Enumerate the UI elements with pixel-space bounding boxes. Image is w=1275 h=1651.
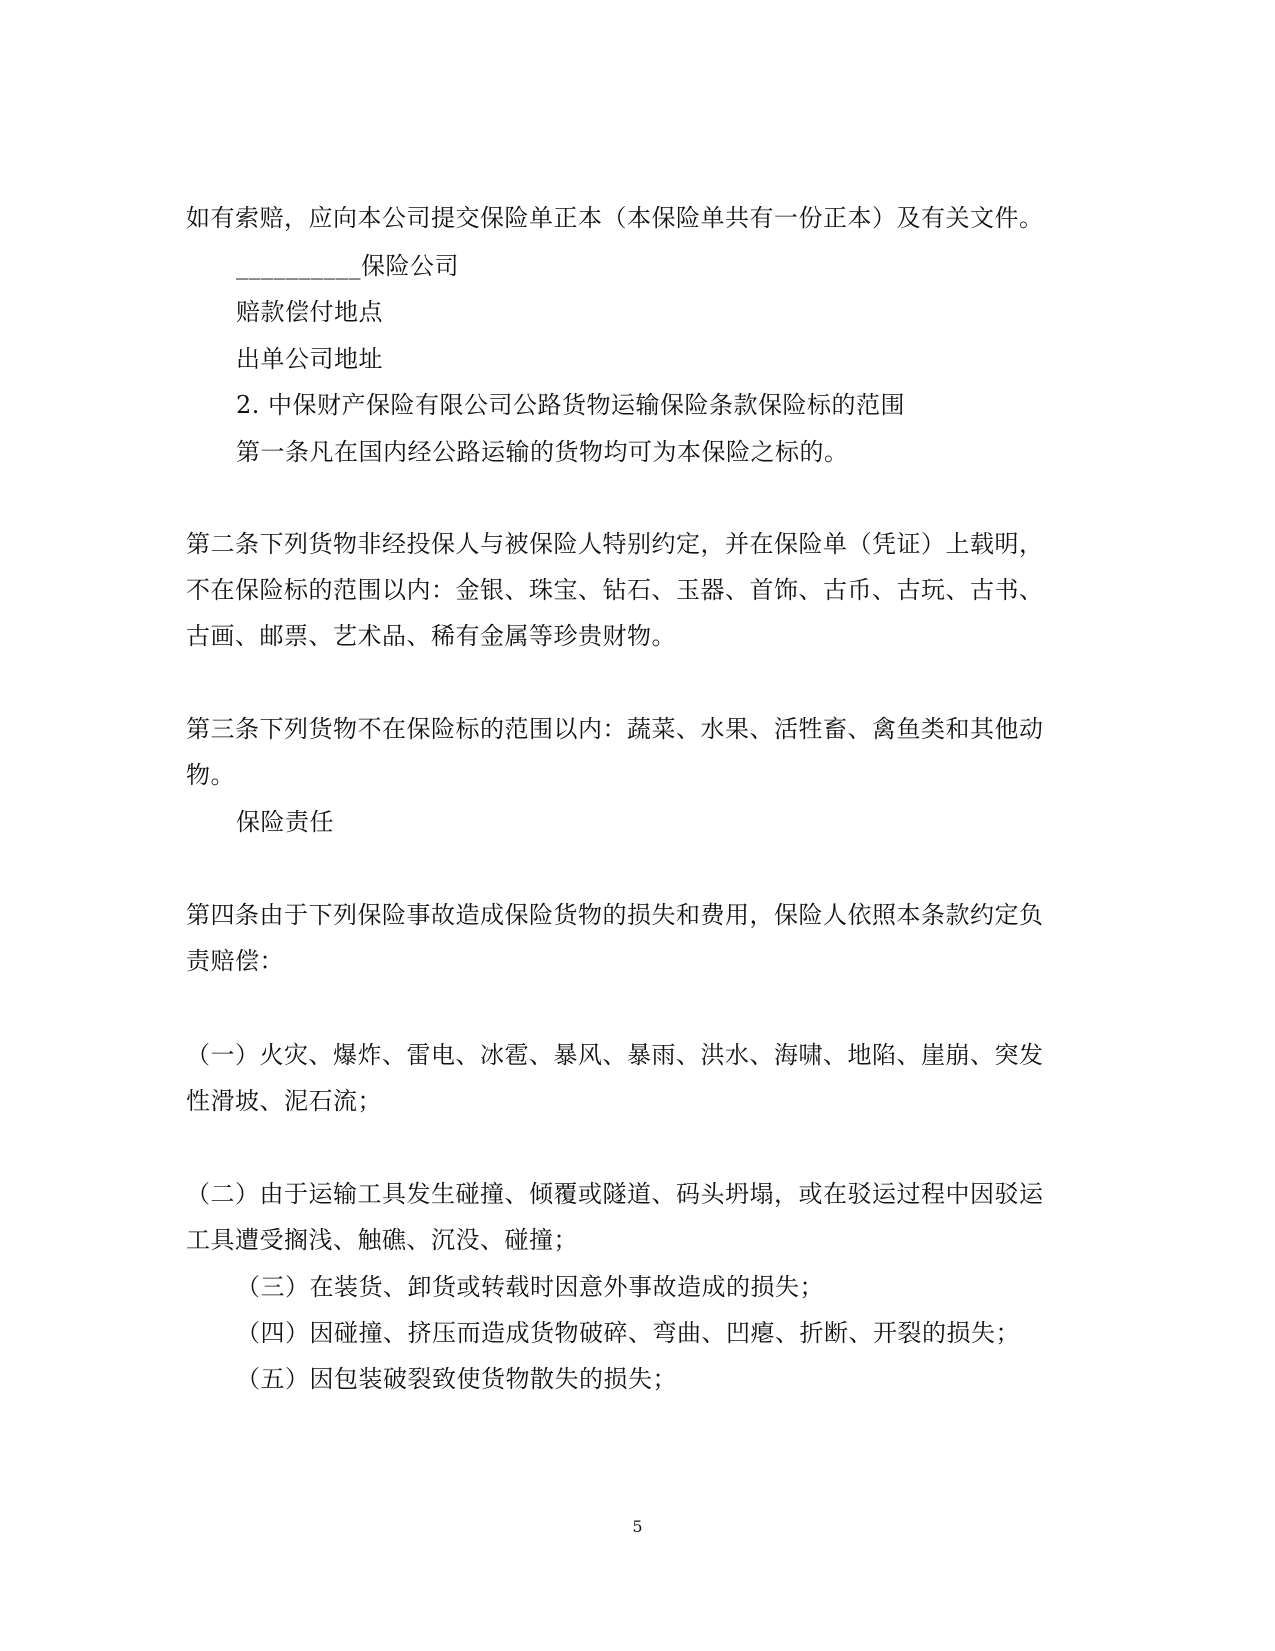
insurer-name-blank: __________保险公司 (236, 252, 459, 280)
issuing-company-address: 出单公司地址 (236, 345, 383, 373)
article-4-line-2: 责赔偿： (186, 947, 284, 975)
item-3: （三）在装货、卸货或转载时因意外事故造成的损失； (236, 1273, 824, 1301)
claim-payment-location: 赔款偿付地点 (236, 298, 383, 326)
article-2-line-2: 不在保险标的范围以内：金银、珠宝、钻石、玉器、首饰、古币、古玩、古书、 (186, 576, 1044, 604)
subheading-liability: 保险责任 (236, 808, 334, 836)
article-2-line-3: 古画、邮票、艺术品、稀有金属等珍贵财物。 (186, 622, 676, 650)
item-4: （四）因碰撞、挤压而造成货物破碎、弯曲、凹瘪、折断、开裂的损失； (236, 1319, 1020, 1347)
item-1-line-1: （一）火灾、爆炸、雷电、冰雹、暴风、暴雨、洪水、海啸、地陷、崖崩、突发 (186, 1041, 1044, 1069)
item-2-line-1: （二）由于运输工具发生碰撞、倾覆或隧道、码头坍塌，或在驳运过程中因驳运 (186, 1180, 1044, 1208)
article-4-line-1: 第四条由于下列保险事故造成保险货物的损失和费用，保险人依照本条款约定负 (186, 901, 1044, 929)
article-2-line-1: 第二条下列货物非经投保人与被保险人特别约定，并在保险单（凭证）上载明， (186, 530, 1044, 558)
item-1-line-2: 性滑坡、泥石流； (186, 1087, 382, 1115)
page-number: 5 (632, 1517, 643, 1536)
article-3-line-2: 物。 (186, 761, 235, 789)
paragraph-claim-submission: 如有索赔，应向本公司提交保险单正本（本保险单共有一份正本）及有关文件。 (186, 204, 1044, 232)
item-2-line-2: 工具遭受搁浅、触礁、沉没、碰撞； (186, 1226, 578, 1254)
section-heading: 2. 中保财产保险有限公司公路货物运输保险条款保险标的范围 (236, 391, 906, 419)
article-1: 第一条凡在国内经公路运输的货物均可为本保险之标的。 (236, 438, 849, 466)
item-5: （五）因包装破裂致使货物散失的损失； (236, 1365, 677, 1393)
article-3-line-1: 第三条下列货物不在保险标的范围以内：蔬菜、水果、活牲畜、禽鱼类和其他动 (186, 715, 1044, 743)
